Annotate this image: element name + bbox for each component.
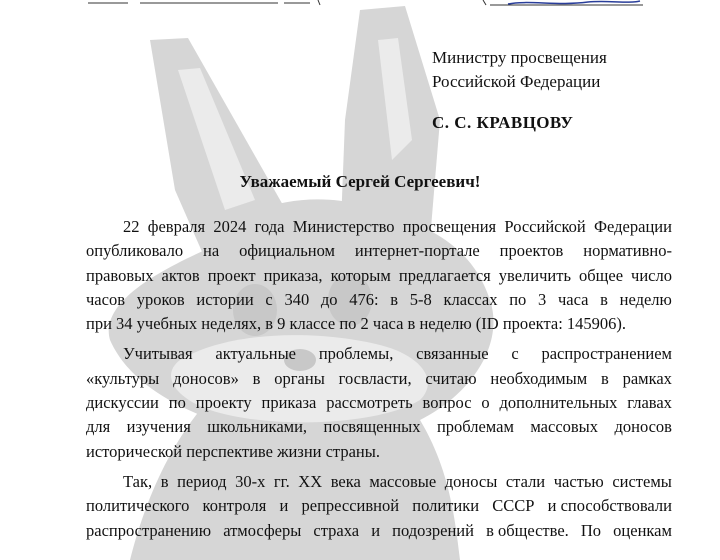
word: 22 — [123, 217, 140, 236]
addressee-block — [432, 46, 607, 94]
word: Российской — [504, 217, 586, 236]
word: считаю — [425, 368, 477, 388]
word: число — [631, 265, 672, 285]
word: политики — [412, 496, 480, 516]
word: века — [330, 471, 361, 491]
word: рассмотреть — [326, 393, 413, 413]
letter-body — [86, 215, 672, 543]
word: увеличить — [498, 265, 571, 285]
word: вопрос — [422, 393, 472, 413]
word: которым — [330, 265, 391, 285]
word: главах — [627, 393, 672, 413]
word: связанные — [416, 344, 489, 364]
word: атмосферы — [223, 520, 302, 540]
word: классах — [443, 289, 498, 309]
word: нормативно- — [583, 241, 672, 261]
word: массовых — [530, 417, 599, 437]
paragraph-1 — [86, 215, 672, 336]
word: в — [390, 289, 399, 309]
word: проектов — [499, 241, 564, 261]
word: актуальные — [215, 344, 297, 364]
text-line — [86, 239, 672, 263]
word: доносов — [614, 417, 672, 437]
word: доносы — [444, 471, 498, 491]
word: о — [481, 393, 490, 413]
word: уроков — [136, 289, 185, 309]
word: Так, — [123, 471, 153, 491]
word: и способствовали — [547, 496, 672, 516]
word: рамках — [622, 368, 672, 388]
word: в — [600, 368, 609, 388]
word: период — [177, 471, 227, 491]
word: проект — [207, 265, 256, 285]
word: часа — [557, 289, 589, 309]
word: проблемы, — [318, 344, 394, 364]
word: в — [600, 289, 608, 309]
word: по — [168, 393, 186, 413]
text-line — [86, 312, 672, 336]
word: контроля — [202, 496, 267, 516]
word: интернет-портале — [354, 241, 480, 261]
text-line — [86, 470, 672, 494]
word: 476: — [349, 289, 379, 309]
word: правовых — [86, 265, 154, 285]
word: в — [160, 471, 169, 491]
word: истории — [196, 289, 254, 309]
word: дополнительных — [499, 393, 618, 413]
word: предлагается — [398, 265, 491, 285]
word: доносов» — [173, 368, 239, 388]
word: до — [320, 289, 338, 309]
word: в обществе. — [486, 520, 569, 540]
word: с — [265, 289, 273, 309]
text-line — [86, 342, 672, 366]
text-line — [86, 519, 672, 543]
word: для — [86, 417, 111, 437]
word: оценкам — [613, 520, 672, 540]
addressee-name: С. С. КРАВЦОВУ — [432, 113, 574, 132]
word: актов — [161, 265, 200, 285]
word: Учитывая — [123, 344, 193, 364]
word: посвященных — [323, 417, 421, 437]
word: 3 — [538, 289, 547, 309]
word: приказа, — [263, 265, 323, 285]
word: По — [580, 520, 602, 540]
word: дискуссии — [86, 393, 159, 413]
word: системы — [612, 471, 672, 491]
word: Федерации — [594, 217, 672, 236]
word: стали — [505, 471, 546, 491]
text-line — [86, 367, 672, 391]
word: распространению — [86, 520, 212, 540]
word: официальном — [239, 241, 335, 261]
word: Министерство — [292, 217, 395, 236]
word: школьниками, — [207, 417, 308, 437]
word: на — [203, 241, 220, 261]
text-line — [86, 264, 672, 288]
word: и — [371, 520, 381, 540]
word: 5-8 — [409, 289, 432, 309]
word: проблемам — [436, 417, 514, 437]
word: частью — [553, 471, 604, 491]
word: опубликовало — [86, 241, 184, 261]
word: СССР — [492, 496, 535, 516]
word: страха — [313, 520, 360, 540]
word: политического — [86, 496, 190, 516]
salutation: Уважаемый Сергей Сергеевич! — [239, 172, 481, 191]
word: госвласти, — [338, 368, 412, 388]
word: изучения — [126, 417, 191, 437]
word: просвещения — [402, 217, 497, 236]
text-line — [86, 415, 672, 439]
word: 2024 — [213, 217, 247, 236]
word: в — [252, 368, 261, 388]
word: репрессивной — [301, 496, 400, 516]
word: органы — [274, 368, 325, 388]
word: и — [279, 496, 289, 516]
word: исторической перспективе жизни страны. — [86, 441, 380, 461]
addressee-line-1: Министру просвещения — [432, 48, 607, 67]
addressee-line-2: Российской Федерации — [432, 72, 601, 91]
word: года — [254, 217, 285, 236]
text-line — [86, 288, 672, 312]
word: общее — [579, 265, 624, 285]
paragraph-3 — [86, 470, 672, 543]
word: проекту — [195, 393, 252, 413]
word: при 34 учебных неделях, в 9 классе по 2 часа в неделю (ID проекта: 145906). — [86, 314, 627, 334]
word: по — [509, 289, 527, 309]
word: февраля — [147, 217, 206, 236]
text-line — [86, 440, 672, 464]
text-line — [86, 391, 672, 415]
word: необходимым — [490, 368, 588, 388]
word: XX — [298, 471, 323, 491]
word: 30-х — [235, 471, 266, 491]
word: приказа — [261, 393, 317, 413]
word: массовые — [369, 471, 437, 491]
header-underlines — [88, 0, 648, 8]
word: часов — [86, 289, 125, 309]
word: гг. — [273, 471, 290, 491]
text-line — [86, 215, 672, 239]
word: распространением — [541, 344, 672, 364]
word: «культуры — [86, 368, 160, 388]
word: неделю — [619, 289, 672, 309]
text-line — [86, 494, 672, 518]
word: 340 — [284, 289, 310, 309]
paragraph-2 — [86, 342, 672, 463]
word: с — [511, 344, 519, 364]
word: подозрений — [392, 520, 474, 540]
